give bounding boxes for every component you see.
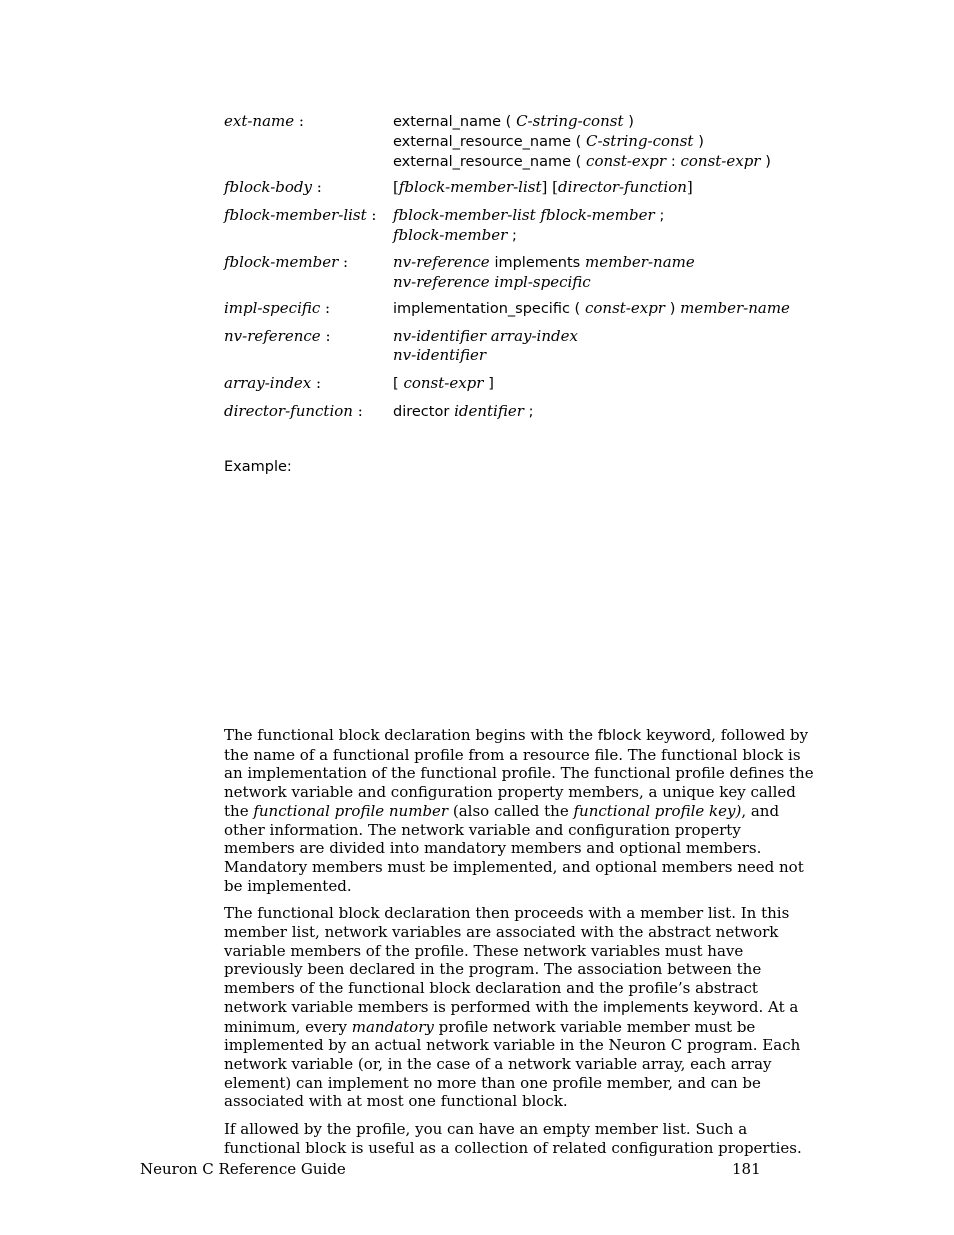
grammar-term-name: director-function	[224, 402, 353, 420]
grammar-row	[224, 112, 824, 172]
grammar-definition-line	[393, 402, 824, 422]
grammar-definition-line	[393, 112, 824, 132]
grammar-colon: :	[294, 112, 304, 130]
keyword-text: [	[393, 376, 399, 392]
keyword-text: external_resource_name (	[393, 134, 582, 150]
text-run: keyword, followed by the name of a functional profile from a resource file. The functional block is an implementation of the functional profile. The functional profile defines the network variable and configuration property members, a unique key called the	[224, 726, 814, 820]
grammar-definition-line	[393, 226, 824, 246]
grammar-row	[224, 178, 824, 197]
grammar-definitions-list	[393, 206, 824, 246]
grammar-definitions-list	[393, 327, 824, 365]
italic-text: nv-identifier	[393, 346, 487, 364]
keyword-text: )	[765, 154, 771, 170]
body-text	[224, 726, 814, 1157]
keyword-text: implements	[602, 999, 689, 1016]
grammar-colon: :	[320, 299, 331, 317]
grammar-definition-line	[393, 178, 824, 197]
keyword-text: external_resource_name (	[393, 154, 582, 170]
grammar-row	[224, 402, 824, 422]
italic-text: functional profile number	[253, 801, 449, 820]
body-paragraph	[224, 1120, 814, 1157]
keyword-text: )	[628, 114, 634, 130]
italic-text: const-expr	[675, 152, 766, 170]
grammar-term	[224, 374, 393, 394]
italic-text: C-string-const	[511, 112, 629, 130]
grammar-term	[224, 299, 393, 319]
keyword-text: ;	[659, 208, 665, 224]
grammar-definitions-list	[393, 178, 824, 197]
grammar-term	[224, 402, 393, 422]
grammar-colon: :	[311, 374, 321, 392]
keyword-text: fblock	[597, 728, 642, 744]
grammar-definition-line	[393, 346, 824, 365]
grammar-term	[224, 206, 393, 246]
grammar-definitions-list	[393, 112, 824, 172]
grammar-definition-line	[393, 206, 824, 226]
keyword-text: )	[669, 301, 676, 317]
italic-text: fblock-member	[393, 226, 513, 244]
grammar-definition-line	[393, 253, 824, 273]
grammar-colon: :	[352, 402, 363, 420]
grammar-term-name: nv-reference	[224, 327, 321, 345]
keyword-text: implementation_specific (	[393, 301, 581, 317]
italic-text: fblock-member-list	[398, 178, 542, 196]
italic-text: const-expr	[581, 152, 671, 170]
text-run: keyword. At a minimum, every	[224, 997, 799, 1036]
text-run: The functional block declaration begins with the	[224, 726, 598, 744]
grammar-term	[224, 178, 393, 197]
italic-text: C-string-const	[581, 132, 699, 150]
example-label: Example:	[224, 459, 292, 475]
page-number: 181	[732, 1160, 761, 1178]
italic-text: functional profile key)	[573, 801, 742, 820]
text-run: If allowed by the profile, you can have an empty member list. Such a functional block is useful as a collection of related configuration properties.	[224, 1120, 802, 1157]
keyword-text: director	[393, 404, 450, 420]
grammar-term	[224, 112, 393, 172]
grammar-definition-line	[393, 132, 824, 152]
italic-text: mandatory	[351, 1017, 434, 1036]
footer-title: Neuron C Reference Guide	[140, 1160, 346, 1178]
text-run: [	[393, 178, 399, 196]
grammar-row	[224, 299, 824, 319]
text-run: The functional block declaration then proceeds with a member list. In this member list, network variables are associated with the abstract network variable members of the profile. These network variables must have previously been declared in the program. The association between the members of the functional block declaration and the profile’s abstract network variable members is performed with the	[224, 904, 790, 1016]
text-run: profile network variable member must be implemented by an actual network variable in the Neuron C program. Each network variable (or, in the case of a network variable array, each array element) can implement no more than one profile member, and can be associated with at most one functional block.	[224, 1017, 801, 1111]
grammar-definition-line	[393, 327, 824, 346]
italic-text: member-name	[580, 253, 695, 271]
grammar-row	[224, 327, 824, 365]
grammar-definition-line	[393, 273, 824, 292]
italic-text: nv-reference	[393, 253, 495, 271]
grammar-colon: :	[312, 178, 322, 196]
grammar-term	[224, 327, 393, 365]
grammar-term-name: fblock-member	[224, 253, 339, 271]
text-run: ]	[686, 178, 693, 196]
grammar-definitions-list	[393, 299, 824, 319]
grammar-term-name: impl-specific	[224, 299, 321, 317]
grammar-definition-line	[393, 374, 824, 394]
grammar-term	[224, 253, 393, 292]
italic-text: fblock-member-list fblock-member	[393, 206, 660, 224]
italic-text: const-expr	[580, 299, 670, 317]
keyword-text: implements	[494, 255, 581, 271]
grammar-term-name: array-index	[224, 374, 312, 392]
grammar-row	[224, 253, 824, 292]
grammar-definition-line	[393, 299, 824, 319]
keyword-text: ]	[488, 376, 494, 392]
grammar-term-name: ext-name	[224, 112, 295, 130]
text-run: ] [	[541, 178, 558, 196]
grammar-definition-line	[393, 152, 824, 172]
grammar-term-name: fblock-body	[224, 178, 312, 196]
grammar-term-name: fblock-member-list	[224, 206, 367, 224]
keyword-text: ;	[512, 228, 517, 244]
grammar-definitions-list	[393, 402, 824, 422]
italic-text: nv-identifier array-index	[393, 327, 578, 345]
grammar-row	[224, 206, 824, 246]
keyword-text: )	[698, 134, 704, 150]
grammar-colon: :	[338, 253, 349, 271]
grammar-row	[224, 374, 824, 394]
italic-text: member-name	[675, 299, 790, 317]
grammar-colon: :	[320, 327, 331, 345]
italic-text: identifier	[449, 402, 529, 420]
italic-text: const-expr	[398, 374, 489, 392]
body-paragraph	[224, 904, 814, 1111]
body-paragraph	[224, 726, 814, 895]
text-run: (also called the	[448, 801, 574, 820]
keyword-text: ;	[528, 404, 534, 420]
keyword-text: external_name (	[393, 114, 512, 130]
grammar-colon: :	[366, 206, 377, 224]
grammar-definitions-list	[393, 374, 824, 394]
grammar-definitions-list	[393, 253, 824, 292]
text-run: , and other information. The network variable and configuration property members are divided into mandatory members and optional members. Mandatory members must be implemented, and optional members need not be implemented.	[224, 801, 804, 895]
italic-text: nv-reference impl-specific	[393, 273, 591, 291]
italic-text: director-function	[557, 178, 687, 196]
keyword-text: :	[670, 154, 676, 170]
